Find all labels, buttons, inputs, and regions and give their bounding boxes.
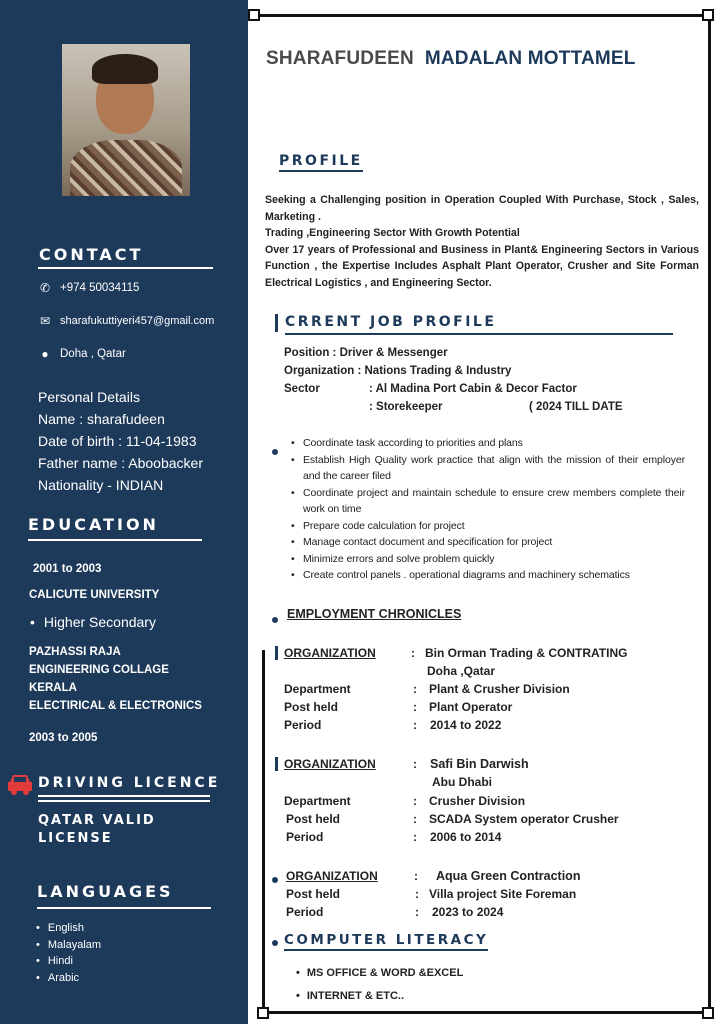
profile-line: Seeking a Challenging position in Operation Coupled With Purchase, Stock , Sales, Marketing . [265, 194, 699, 223]
job1-period: 2014 to 2022 [430, 718, 502, 732]
education-level-list [30, 614, 156, 630]
duty-item: • Coordinate project and maintain schedule to ensure crew members complete their work on time [303, 485, 685, 518]
profile-line: Trading ,Engineering Sector With Growth Potential [265, 227, 520, 239]
colon: : [414, 869, 418, 883]
post-label: Post held [286, 887, 341, 901]
duty-item: • Create control panels . operational diagrams and machinery schematics [303, 567, 685, 584]
driving-heading: DRIVING LICENCE [38, 775, 221, 791]
mail-icon: ✉ [39, 314, 51, 328]
sidebar [0, 0, 248, 1024]
profile-heading: PROFILE [279, 153, 363, 172]
job-organization: Organization : Nations Trading & Industry [284, 365, 512, 377]
location-text: Doha , Qatar [60, 348, 126, 360]
car-icon [6, 772, 34, 796]
colon: : [415, 905, 419, 919]
page-frame-left [262, 650, 265, 1012]
driving-license: QATAR VALID LICENSE [38, 813, 156, 846]
colon: : [413, 794, 417, 808]
personal-line: Date of birth : 11-04-1983 [38, 433, 197, 449]
colon: : [413, 812, 417, 826]
last-name: MADALAN MOTTAMEL [424, 48, 636, 69]
driving-divider-1 [38, 795, 210, 797]
profile-line: Over 17 years of Professional and Business in Plant& Engineering Sectors in Various Function , the Expertise Includes Asphalt Plant Operator, Crusher and Site Forman Electrical Logistics , and Engineering Sector. [265, 243, 699, 289]
period-label: Period [286, 905, 324, 919]
education-university: CALICUTE UNIVERSITY [29, 589, 160, 601]
section-marker [272, 877, 278, 883]
job2-place: Abu Dhabi [432, 775, 492, 789]
candidate-name [266, 48, 636, 70]
org-label: ORGANIZATION [284, 757, 376, 771]
dept-label: Department [284, 682, 351, 696]
section-marker [275, 646, 278, 660]
personal-line: Name : sharafudeen [38, 411, 165, 427]
section-marker [275, 757, 278, 771]
colon: : [413, 700, 417, 714]
language-item: • Hindi [36, 953, 101, 970]
computer-literacy-heading: COMPUTER LITERACY [284, 932, 488, 951]
colon: : [415, 887, 419, 901]
contact-email [38, 314, 214, 328]
employment-heading: EMPLOYMENT CHRONICLES [287, 607, 462, 621]
first-name: SHARAFUDEEN [266, 48, 414, 69]
frame-corner [248, 9, 260, 21]
personal-line: Father name : Aboobacker [38, 455, 203, 471]
contact-divider [38, 267, 213, 269]
education-level: • Higher Secondary [30, 614, 156, 630]
profile-photo [62, 44, 190, 196]
job3-period: 2023 to 2024 [432, 905, 504, 919]
education-period-2: 2003 to 2005 [29, 732, 98, 744]
colon: : [411, 646, 415, 660]
education-heading: EDUCATION [28, 515, 159, 534]
duty-item: • Minimize errors and solve problem quickly [303, 551, 685, 568]
duty-item: • Manage contact document and specification for project [303, 534, 685, 551]
frame-corner [702, 9, 714, 21]
location-pin-icon: ● [41, 347, 49, 361]
language-item: • Arabic [36, 970, 101, 987]
contact-phone [38, 281, 139, 295]
job-since: ( 2024 TILL DATE [529, 401, 623, 413]
duty-item: • Prepare code calculation for project [303, 518, 685, 535]
personal-details [38, 386, 203, 496]
job1-dept: Plant & Crusher Division [429, 682, 570, 696]
org-label: ORGANIZATION [286, 869, 378, 883]
computer-skill: • INTERNET & ETC.. [296, 985, 463, 1008]
job-sector-label: Sector [284, 383, 320, 395]
page-frame-bottom [262, 1011, 711, 1014]
colon: : [413, 757, 417, 771]
language-item: • English [36, 920, 101, 937]
education-college: PAZHASSI RAJA ENGINEERING COLLAGE KERALA ELECTIRICAL & ELECTRONICS [29, 646, 202, 712]
current-job-divider [285, 333, 673, 335]
post-label: Post held [286, 812, 341, 826]
frame-corner [702, 1007, 714, 1019]
section-marker [272, 617, 278, 623]
period-label: Period [286, 830, 324, 844]
profile-summary [265, 192, 699, 291]
education-period-1: 2001 to 2003 [33, 563, 102, 575]
job-duties-list [303, 435, 685, 584]
job1-place: Doha ,Qatar [427, 664, 496, 678]
computer-skill: • MS OFFICE & WORD &EXCEL [296, 962, 463, 985]
driving-divider-2 [38, 800, 210, 802]
contact-location [38, 347, 126, 361]
languages-list [36, 920, 101, 986]
languages-divider [37, 907, 211, 909]
job2-period: 2006 to 2014 [430, 830, 502, 844]
job-position: Position : Driver & Messenger [284, 347, 448, 359]
frame-corner [257, 1007, 269, 1019]
job1-post: Plant Operator [429, 700, 513, 714]
colon: : [413, 718, 417, 732]
education-divider [28, 539, 202, 541]
job2-dept: Crusher Division [429, 794, 526, 808]
colon: : [413, 830, 417, 844]
section-marker [272, 449, 278, 455]
personal-line: Nationality - INDIAN [38, 477, 164, 493]
post-label: Post held [284, 700, 339, 714]
job2-post: SCADA System operator Crusher [429, 812, 619, 826]
colon: : [413, 682, 417, 696]
section-marker [275, 314, 278, 332]
job-sector-value: : Al Madina Port Cabin & Decor Factor [369, 383, 577, 395]
email-text: sharafukuttiyeri457@gmail.com [60, 315, 215, 327]
personal-line: Personal Details [38, 389, 140, 405]
job3-post: Villa project Site Foreman [429, 887, 577, 901]
period-label: Period [284, 718, 322, 732]
current-job-heading: CRRENT JOB PROFILE [285, 314, 497, 330]
duty-item: • Coordinate task according to priorities and plans [303, 435, 685, 452]
phone-text: +974 50034115 [60, 282, 140, 294]
section-marker [272, 940, 278, 946]
job2-org: Safi Bin Darwish [430, 757, 529, 771]
org-label: ORGANIZATION [284, 646, 376, 660]
job1-org: Bin Orman Trading & CONTRATING [425, 646, 628, 660]
dept-label: Department [284, 794, 351, 808]
languages-heading: LANGUAGES [37, 882, 174, 901]
computer-literacy-list [296, 962, 463, 1008]
job-role: : Storekeeper [369, 401, 443, 413]
duty-item: • Establish High Quality work practice that align with the mission of their employer and the career filed [303, 452, 685, 485]
language-item: • Malayalam [36, 937, 101, 954]
job3-org: Aqua Green Contraction [436, 869, 581, 883]
contact-heading: CONTACT [39, 245, 144, 264]
phone-icon: ✆ [39, 281, 51, 295]
